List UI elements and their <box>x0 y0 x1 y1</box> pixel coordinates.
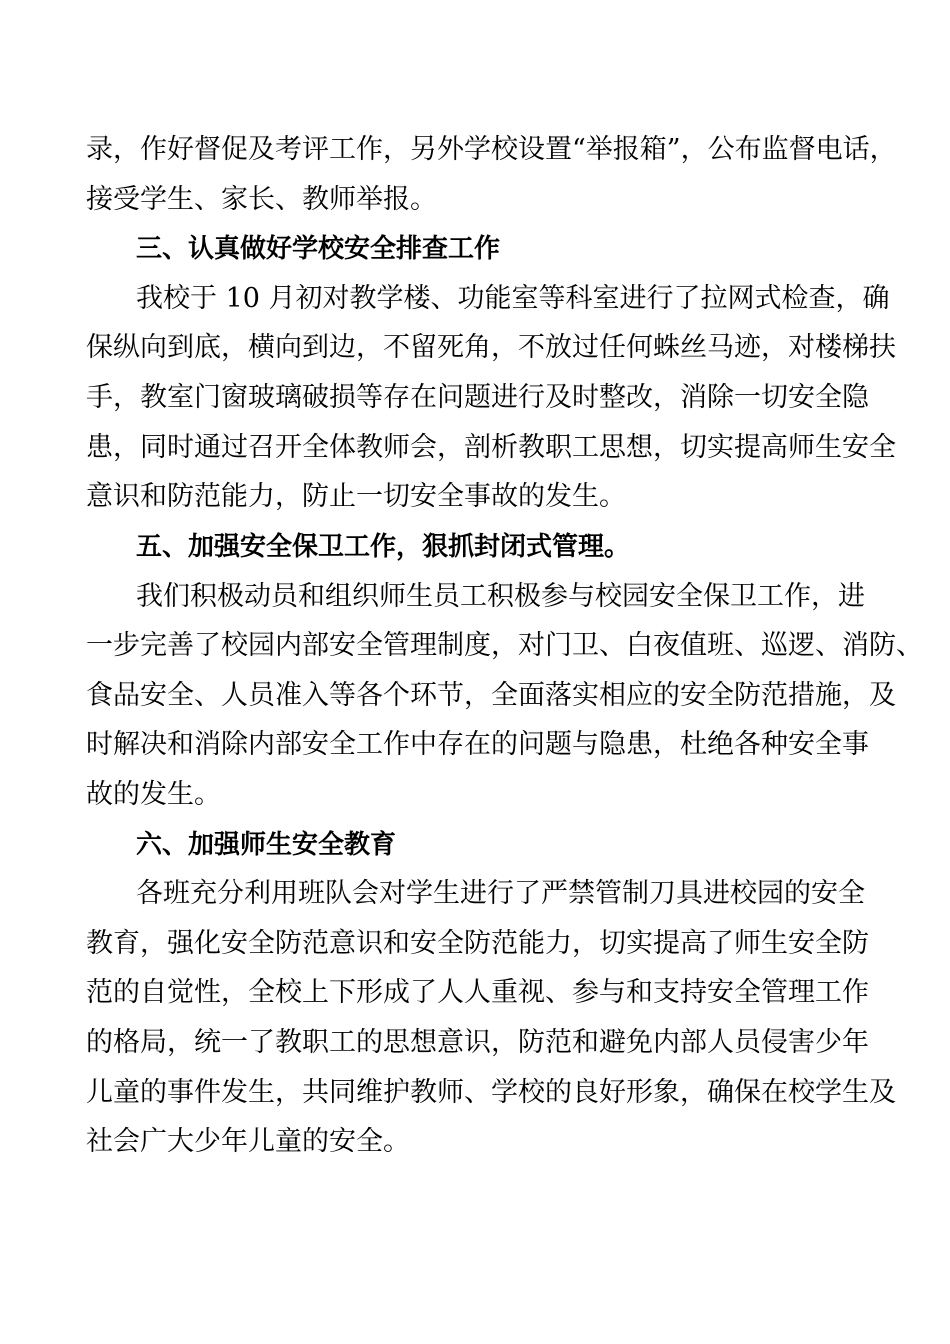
paragraph-line: 的格局，统一了教职工的思想意识，防范和避免内部人员侵害少年 <box>86 1027 869 1058</box>
section-heading: 三、认真做好学校安全排查工作 <box>136 234 501 264</box>
section-heading: 六、加强师生安全教育 <box>136 830 397 860</box>
paragraph-line: 各班充分利用班队会对学生进行了严禁管制刀具进校园的安全 <box>136 878 865 909</box>
section-heading: 五、加强安全保卫工作，狠抓封闭式管理。 <box>136 532 631 562</box>
paragraph-line: 故的发生。 <box>86 779 221 810</box>
paragraph-line: 范的自觉性，全校上下形成了人人重视、参与和支持安全管理工作 <box>86 977 869 1008</box>
paragraph-line: 我校于 10 月初对教学楼、功能室等科室进行了拉网式检查，确 <box>136 283 890 314</box>
paragraph-line: 食品安全、人员准入等各个环节，全面落实相应的安全防范措施，及 <box>86 680 896 711</box>
paragraph-line: 接受学生、家长、教师举报。 <box>86 184 437 215</box>
paragraph-line: 我们积极动员和组织师生员工积极参与校园安全保卫工作，进 <box>136 581 865 612</box>
paragraph-line: 一步完善了校园内部安全管理制度，对门卫、白夜值班、巡逻、消防、 <box>86 630 923 661</box>
paragraph-line: 手，教室门窗玻璃破损等存在问题进行及时整改，消除一切安全隐 <box>86 382 869 413</box>
paragraph-line: 儿童的事件发生，共同维护教师、学校的良好形象，确保在校学生及 <box>86 1077 896 1108</box>
paragraph-line: 社会广大少年儿童的安全。 <box>86 1126 410 1157</box>
paragraph-line: 患，同时通过召开全体教师会，剖析教职工思想，切实提高师生安全 <box>86 432 896 463</box>
paragraph-line: 保纵向到底，横向到边，不留死角，不放过任何蛛丝马迹，对楼梯扶 <box>86 332 896 363</box>
paragraph-line: 时解决和消除内部安全工作中存在的问题与隐患，杜绝各种安全事 <box>86 729 869 760</box>
paragraph-line: 教育，强化安全防范意识和安全防范能力，切实提高了师生安全防 <box>86 928 869 959</box>
paragraph-line: 意识和防范能力，防止一切安全事故的发生。 <box>86 481 626 512</box>
paragraph-line: 录，作好督促及考评工作，另外学校设置“举报箱”，公布监督电话， <box>86 134 897 165</box>
